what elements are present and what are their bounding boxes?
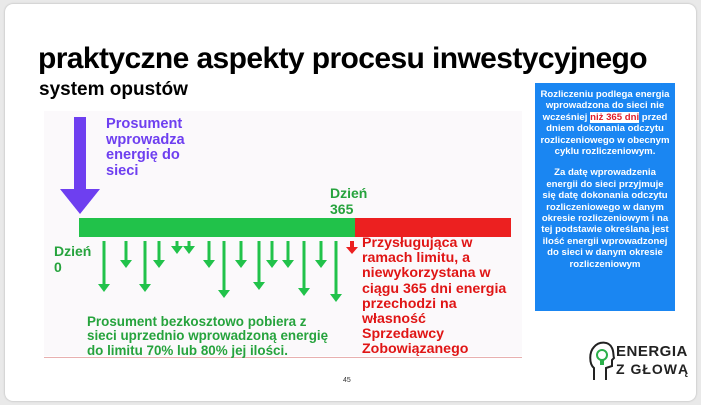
expired-energy-label: Przysługująca w ramach limitu, a niewykorzystana w ciągu 365 dni energia przechodzi na własność Sprzedawcy Zobowiązanego	[362, 235, 507, 358]
lightbulb-head-icon	[588, 338, 616, 384]
green-down-arrow-icon	[315, 241, 327, 268]
slide-subtitle: system opustów	[39, 79, 188, 100]
info-paragraph-1: Rozliczeniu podlega energia wprowadzona do sieci nie wcześniej niż 365 dni przed dniem dokonania odczytu rozliczeniowego w obecnym cyklu rozliczeniowym.	[540, 89, 670, 158]
red-down-arrow-icon	[346, 241, 358, 254]
timeline-green-bar	[79, 218, 356, 237]
green-down-arrow-icon	[235, 241, 247, 268]
logo-line-1: ENERGIA	[616, 343, 688, 360]
green-down-arrow-icon	[153, 241, 165, 268]
green-down-arrows	[98, 241, 342, 302]
day-365-label: Dzień 365	[330, 185, 368, 217]
green-down-arrow-icon	[183, 241, 195, 254]
prosument-label: Prosument wprowadza energię do sieci	[106, 116, 185, 179]
page-number: 45	[343, 377, 351, 384]
green-down-arrow-icon	[139, 241, 151, 292]
green-down-arrow-icon	[171, 241, 183, 254]
highlight-365-days: niż 365 dni	[590, 111, 640, 123]
energia-z-glowa-logo	[588, 336, 690, 384]
info-paragraph-2: Za datę wprowadzenia energii do sieci przyjmuje się datę dokonania odczytu rozliczeniowego w danym okresie rozliczeniowym i na tej podstawie określana jest ilość energii wprowadzonej do sieci w danym okresie rozliczeniowym	[541, 167, 669, 270]
green-down-arrow-icon	[98, 241, 110, 292]
slide-title: praktyczne aspekty procesu inwestycyjnego	[38, 42, 647, 75]
green-down-arrow-icon	[298, 241, 310, 296]
green-down-arrow-icon	[266, 241, 278, 268]
consumption-label: Prosument bezkosztowo pobiera z sieci uprzednio wprowadzoną energię do limitu 70% lub 80% jej ilości.	[87, 314, 329, 358]
day-0-label: Dzień 0	[54, 243, 92, 275]
purple-down-arrow-icon	[60, 117, 100, 214]
info-box	[535, 83, 675, 311]
green-down-arrow-icon	[253, 241, 265, 290]
logo-line-2: Z GŁOWĄ	[616, 361, 690, 377]
green-down-arrow-icon	[330, 241, 342, 302]
green-down-arrow-icon	[282, 241, 294, 268]
green-down-arrow-icon	[218, 241, 230, 298]
green-down-arrow-icon	[203, 241, 215, 268]
green-down-arrow-icon	[120, 241, 132, 268]
